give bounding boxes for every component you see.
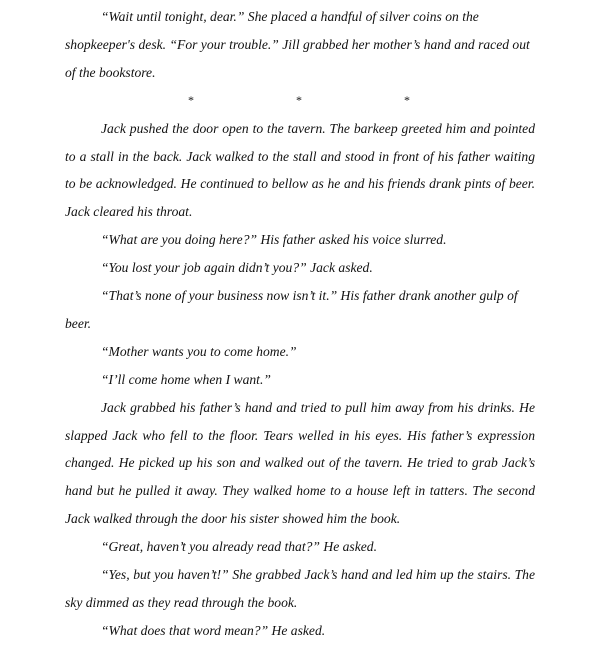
paragraph-bookstore-farewell: “Wait until tonight, dear.” She placed a handful of silver coins on the shopkeeper's desk. “For your trouble.” Jill grabbed her mother’s hand and raced out of the bookstore. [65,9,530,80]
scene-break-star: * [296,92,302,107]
paragraph-dialogue-when-i-want: “I’ll come home when I want.” [101,371,271,387]
paragraph-dialogue-already-read: “Great, haven’t you already read that?” He asked. [101,539,377,555]
paragraph-dialogue-up-the-stairs: “Yes, but you haven’t!” She grabbed Jack’s hand and led him up the stairs. The sky dimmed as they read through the book. [65,567,535,611]
paragraph-walk-home: Jack grabbed his father’s hand and tried to pull him away from his drinks. He slapped Jack who fell to the floor. Tears welled in his eyes. His father’s expression changed. He picked up his son and walked out of the tavern. He tried to grab Jack’s hand but he pulled it away. They walked home to a house left in tatters. The second Jack walked through the door his sister showed him the book. [65,399,535,527]
scene-break-star: * [404,92,410,107]
paragraph-tavern-arrival: Jack pushed the door open to the tavern. The barkeep greeted him and pointed to a stall in the back. Jack walked to the stall and stood in front of his father waiting to be acknowledged. He continued to bellow as he and his friends drank pints of beer. Jack cleared his throat. [65,120,535,220]
scene-break [65,87,535,115]
scene-break-star: * [188,92,194,107]
paragraph-dialogue-come-home: “Mother wants you to come home.” [101,343,297,359]
paragraph-dialogue-word-meaning: “What does that word mean?” He asked. [101,622,326,638]
story-text [65,3,535,645]
paragraph-dialogue-lost-job: “You lost your job again didn’t you?” Jack asked. [101,260,373,276]
paragraph-dialogue-none-of-business: “That’s none of your business now isn’t it.” His father drank another gulp of beer. [65,288,518,331]
paragraph-dialogue-father-question: “What are you doing here?” His father asked his voice slurred. [101,232,447,248]
